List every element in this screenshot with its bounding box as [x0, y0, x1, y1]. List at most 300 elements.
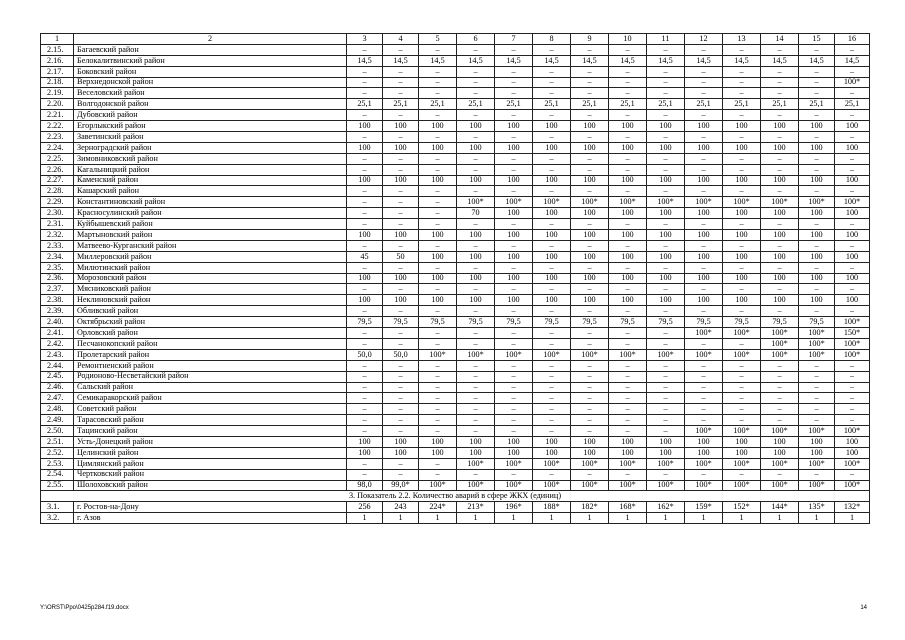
- row-value: –: [419, 153, 457, 164]
- row-code: 2.25.: [41, 153, 74, 164]
- row-name: Куйбышевский район: [74, 219, 347, 230]
- row-value: 100: [685, 295, 723, 306]
- row-value: 100*: [533, 349, 571, 360]
- row-value: –: [457, 371, 495, 382]
- row-name: Мясниковский район: [74, 284, 347, 295]
- row-value: 100: [571, 295, 609, 306]
- column-header: 5: [419, 34, 457, 45]
- row-value: –: [685, 306, 723, 317]
- row-code: 2.50.: [41, 426, 74, 437]
- row-value: –: [761, 88, 799, 99]
- row-value: 100*: [799, 328, 835, 339]
- row-name: Каменский район: [74, 175, 347, 186]
- row-value: 100*: [723, 426, 761, 437]
- row-value: –: [383, 360, 419, 371]
- row-value: 79,5: [533, 317, 571, 328]
- row-value: –: [685, 360, 723, 371]
- row-value: 100: [347, 142, 383, 153]
- table-row: [41, 328, 870, 339]
- table-row: [41, 393, 870, 404]
- row-value: 1: [347, 513, 383, 524]
- row-value: –: [685, 164, 723, 175]
- table-row: [41, 469, 870, 480]
- row-value: 79,5: [761, 317, 799, 328]
- row-value: –: [571, 88, 609, 99]
- row-name: Верхнедонской район: [74, 77, 347, 88]
- row-value: –: [761, 153, 799, 164]
- row-value: 100*: [761, 480, 799, 491]
- row-value: –: [533, 77, 571, 88]
- row-name: Заветинский район: [74, 132, 347, 143]
- row-value: –: [723, 306, 761, 317]
- row-value: 100*: [609, 458, 647, 469]
- row-value: 1: [533, 513, 571, 524]
- row-value: –: [383, 458, 419, 469]
- table-row: [41, 110, 870, 121]
- row-value: 25,1: [383, 99, 419, 110]
- row-value: –: [347, 415, 383, 426]
- row-value: 14,5: [457, 55, 495, 66]
- column-header: 2: [74, 34, 347, 45]
- row-value: 14,5: [723, 55, 761, 66]
- row-value: –: [835, 306, 870, 317]
- row-value: –: [347, 404, 383, 415]
- row-value: 100: [647, 251, 685, 262]
- row-value: –: [609, 360, 647, 371]
- row-value: 100: [799, 251, 835, 262]
- row-value: 100*: [835, 349, 870, 360]
- row-value: 100: [799, 175, 835, 186]
- row-value: 100*: [685, 480, 723, 491]
- row-value: –: [571, 404, 609, 415]
- row-value: –: [383, 469, 419, 480]
- row-value: –: [383, 404, 419, 415]
- row-value: –: [835, 262, 870, 273]
- row-name: Тарасовский район: [74, 415, 347, 426]
- row-value: –: [383, 132, 419, 143]
- row-value: –: [383, 382, 419, 393]
- row-value: –: [383, 262, 419, 273]
- row-code: 2.32.: [41, 230, 74, 241]
- row-value: –: [571, 77, 609, 88]
- row-value: –: [761, 382, 799, 393]
- row-value: –: [647, 328, 685, 339]
- row-value: 132*: [835, 502, 870, 513]
- row-value: –: [571, 306, 609, 317]
- row-value: –: [609, 262, 647, 273]
- row-value: 100: [761, 230, 799, 241]
- row-value: –: [799, 469, 835, 480]
- row-value: –: [761, 66, 799, 77]
- row-value: 100: [533, 121, 571, 132]
- row-value: –: [457, 328, 495, 339]
- row-value: –: [647, 426, 685, 437]
- row-value: –: [383, 164, 419, 175]
- row-value: 100: [571, 121, 609, 132]
- row-value: –: [419, 186, 457, 197]
- row-value: –: [723, 404, 761, 415]
- row-value: –: [609, 338, 647, 349]
- row-value: –: [723, 371, 761, 382]
- row-value: –: [419, 132, 457, 143]
- row-value: 100: [609, 295, 647, 306]
- row-value: –: [723, 382, 761, 393]
- row-value: –: [419, 306, 457, 317]
- row-value: –: [835, 360, 870, 371]
- row-code: 2.28.: [41, 186, 74, 197]
- row-value: 100*: [571, 458, 609, 469]
- row-name: Кашарский район: [74, 186, 347, 197]
- row-value: –: [571, 132, 609, 143]
- row-value: –: [609, 44, 647, 55]
- row-value: 100*: [723, 458, 761, 469]
- row-value: 100: [347, 273, 383, 284]
- row-value: –: [533, 164, 571, 175]
- row-name: Цимлянский район: [74, 458, 347, 469]
- row-name: Ремонтненский район: [74, 360, 347, 371]
- row-name: Веселовский район: [74, 88, 347, 99]
- row-name: Орловский район: [74, 328, 347, 339]
- row-value: 25,1: [419, 99, 457, 110]
- row-value: –: [835, 164, 870, 175]
- row-value: 100: [685, 230, 723, 241]
- row-value: –: [347, 328, 383, 339]
- row-code: 2.39.: [41, 306, 74, 317]
- table-row: [41, 513, 870, 524]
- row-code: 2.47.: [41, 393, 74, 404]
- row-code: 2.34.: [41, 251, 74, 262]
- row-value: –: [457, 360, 495, 371]
- row-value: –: [495, 77, 533, 88]
- row-value: –: [383, 66, 419, 77]
- row-value: –: [723, 88, 761, 99]
- row-value: 1: [723, 513, 761, 524]
- row-value: 100: [723, 436, 761, 447]
- row-value: 100: [609, 208, 647, 219]
- row-value: 100: [571, 273, 609, 284]
- row-value: 100: [609, 175, 647, 186]
- row-value: 100*: [799, 480, 835, 491]
- row-value: 168*: [609, 502, 647, 513]
- row-value: 152*: [723, 502, 761, 513]
- row-value: 100: [383, 295, 419, 306]
- row-value: –: [419, 338, 457, 349]
- row-value: –: [609, 164, 647, 175]
- table-row: [41, 208, 870, 219]
- row-value: 100: [799, 142, 835, 153]
- row-value: –: [723, 66, 761, 77]
- row-value: –: [457, 426, 495, 437]
- row-value: –: [495, 360, 533, 371]
- row-value: 243: [383, 502, 419, 513]
- row-value: 100: [723, 121, 761, 132]
- row-code: 2.36.: [41, 273, 74, 284]
- row-value: 135*: [799, 502, 835, 513]
- row-value: –: [609, 404, 647, 415]
- row-name: Усть-Донецкий район: [74, 436, 347, 447]
- row-value: 100*: [533, 458, 571, 469]
- row-value: 100: [647, 142, 685, 153]
- row-code: 2.51.: [41, 436, 74, 447]
- table-row: [41, 132, 870, 143]
- row-value: 100: [383, 273, 419, 284]
- row-value: –: [533, 404, 571, 415]
- row-value: 14,5: [533, 55, 571, 66]
- row-value: –: [685, 338, 723, 349]
- row-value: 25,1: [835, 99, 870, 110]
- page-number: 14: [860, 605, 867, 611]
- row-value: 100*: [609, 480, 647, 491]
- table-row: [41, 219, 870, 230]
- row-name: Целинский район: [74, 447, 347, 458]
- row-value: 100: [723, 273, 761, 284]
- row-value: –: [347, 66, 383, 77]
- row-value: –: [419, 458, 457, 469]
- row-value: –: [723, 164, 761, 175]
- row-value: –: [347, 197, 383, 208]
- row-value: 45: [347, 251, 383, 262]
- table-row: [41, 436, 870, 447]
- row-value: –: [457, 110, 495, 121]
- row-value: 79,5: [457, 317, 495, 328]
- row-value: –: [835, 371, 870, 382]
- row-value: –: [495, 393, 533, 404]
- row-value: –: [571, 360, 609, 371]
- row-value: –: [835, 382, 870, 393]
- row-value: 213*: [457, 502, 495, 513]
- row-value: –: [723, 360, 761, 371]
- header-row: [41, 34, 870, 45]
- row-code: 2.27.: [41, 175, 74, 186]
- row-value: 100: [495, 142, 533, 153]
- row-value: –: [835, 469, 870, 480]
- row-value: –: [457, 284, 495, 295]
- row-name: Константиновский район: [74, 197, 347, 208]
- table-row: [41, 44, 870, 55]
- row-value: –: [799, 132, 835, 143]
- row-name: Егорлыкский район: [74, 121, 347, 132]
- row-value: –: [609, 415, 647, 426]
- row-value: 100: [723, 295, 761, 306]
- row-value: –: [647, 415, 685, 426]
- row-code: 2.33.: [41, 240, 74, 251]
- row-value: 100*: [457, 349, 495, 360]
- row-value: 25,1: [685, 99, 723, 110]
- row-value: 100: [799, 436, 835, 447]
- row-value: 100: [685, 273, 723, 284]
- row-value: 100*: [685, 328, 723, 339]
- table-row: [41, 415, 870, 426]
- row-value: 79,5: [647, 317, 685, 328]
- row-value: –: [533, 306, 571, 317]
- section-row: [41, 491, 870, 502]
- row-value: –: [799, 88, 835, 99]
- table-row: [41, 371, 870, 382]
- row-value: –: [347, 219, 383, 230]
- row-value: –: [495, 66, 533, 77]
- row-value: 100: [495, 208, 533, 219]
- row-value: –: [383, 153, 419, 164]
- row-value: 100: [723, 447, 761, 458]
- row-value: 100: [835, 208, 870, 219]
- table-row: [41, 502, 870, 513]
- row-value: 100*: [799, 338, 835, 349]
- row-value: 100*: [647, 197, 685, 208]
- row-value: –: [457, 240, 495, 251]
- row-value: 150*: [835, 328, 870, 339]
- row-value: 100: [685, 436, 723, 447]
- row-value: –: [609, 132, 647, 143]
- row-value: 100*: [761, 349, 799, 360]
- row-value: –: [347, 208, 383, 219]
- table-row: [41, 55, 870, 66]
- row-value: 100: [495, 447, 533, 458]
- row-code: 2.22.: [41, 121, 74, 132]
- row-value: 188*: [533, 502, 571, 513]
- row-value: 100: [419, 251, 457, 262]
- row-value: 100: [457, 295, 495, 306]
- row-value: –: [723, 469, 761, 480]
- row-value: –: [383, 328, 419, 339]
- table-row: [41, 317, 870, 328]
- row-value: –: [609, 77, 647, 88]
- row-value: 100: [419, 436, 457, 447]
- row-value: –: [571, 415, 609, 426]
- row-value: 100: [533, 295, 571, 306]
- row-value: –: [609, 284, 647, 295]
- row-value: 100: [647, 208, 685, 219]
- row-value: –: [347, 371, 383, 382]
- row-value: –: [533, 338, 571, 349]
- row-value: 100: [609, 142, 647, 153]
- row-value: –: [761, 132, 799, 143]
- row-value: –: [383, 306, 419, 317]
- row-value: –: [457, 186, 495, 197]
- row-value: 100: [347, 295, 383, 306]
- row-value: 100*: [835, 77, 870, 88]
- row-value: –: [685, 44, 723, 55]
- row-value: 100: [495, 295, 533, 306]
- row-value: 98,0: [347, 480, 383, 491]
- row-value: –: [723, 110, 761, 121]
- table-row: [41, 295, 870, 306]
- row-value: 100*: [835, 338, 870, 349]
- row-value: 100: [761, 273, 799, 284]
- row-value: 100: [533, 447, 571, 458]
- row-value: 100*: [419, 480, 457, 491]
- row-value: –: [495, 328, 533, 339]
- row-value: –: [495, 382, 533, 393]
- row-value: –: [609, 382, 647, 393]
- row-value: 25,1: [347, 99, 383, 110]
- row-value: –: [609, 328, 647, 339]
- row-value: 1: [419, 513, 457, 524]
- row-value: 100: [647, 175, 685, 186]
- document-page: [40, 33, 867, 524]
- row-value: 100: [799, 230, 835, 241]
- row-value: –: [835, 153, 870, 164]
- row-value: –: [495, 426, 533, 437]
- row-value: 79,5: [609, 317, 647, 328]
- row-value: –: [495, 240, 533, 251]
- row-value: –: [457, 262, 495, 273]
- row-value: 100*: [495, 458, 533, 469]
- row-value: –: [571, 186, 609, 197]
- row-value: 100*: [799, 197, 835, 208]
- row-value: –: [647, 338, 685, 349]
- row-value: –: [685, 186, 723, 197]
- row-value: –: [495, 88, 533, 99]
- row-value: –: [685, 371, 723, 382]
- row-value: 100: [609, 251, 647, 262]
- row-value: 100*: [685, 349, 723, 360]
- row-value: 100*: [761, 458, 799, 469]
- row-code: 2.15.: [41, 44, 74, 55]
- row-value: –: [647, 186, 685, 197]
- row-value: –: [533, 219, 571, 230]
- row-code: 2.26.: [41, 164, 74, 175]
- row-value: 1: [571, 513, 609, 524]
- row-value: 100: [571, 251, 609, 262]
- row-name: Матвеево-Курганский район: [74, 240, 347, 251]
- row-name: Советский район: [74, 404, 347, 415]
- row-value: 100: [419, 175, 457, 186]
- column-header: 11: [647, 34, 685, 45]
- row-value: –: [647, 262, 685, 273]
- row-value: 100: [533, 175, 571, 186]
- row-value: 100: [383, 230, 419, 241]
- row-code: 2.24.: [41, 142, 74, 153]
- row-value: –: [457, 219, 495, 230]
- table-row: [41, 338, 870, 349]
- row-value: –: [457, 382, 495, 393]
- row-value: –: [419, 219, 457, 230]
- row-value: 100*: [835, 458, 870, 469]
- row-value: –: [533, 469, 571, 480]
- row-value: 100*: [761, 197, 799, 208]
- row-value: 100*: [835, 197, 870, 208]
- row-code: 2.48.: [41, 404, 74, 415]
- row-value: 100*: [457, 197, 495, 208]
- row-value: –: [761, 262, 799, 273]
- row-value: –: [799, 382, 835, 393]
- row-value: –: [685, 284, 723, 295]
- row-code: 2.17.: [41, 66, 74, 77]
- row-name: Октябрьский район: [74, 317, 347, 328]
- row-value: –: [383, 186, 419, 197]
- row-value: 100: [383, 447, 419, 458]
- row-value: 100: [457, 436, 495, 447]
- row-value: –: [533, 186, 571, 197]
- row-value: –: [419, 164, 457, 175]
- row-value: –: [571, 382, 609, 393]
- row-value: –: [457, 469, 495, 480]
- row-value: 100: [495, 230, 533, 241]
- row-value: –: [495, 338, 533, 349]
- row-value: 70: [457, 208, 495, 219]
- row-value: 100: [761, 447, 799, 458]
- row-value: –: [495, 469, 533, 480]
- row-value: 100: [347, 121, 383, 132]
- row-value: –: [799, 360, 835, 371]
- row-value: –: [799, 415, 835, 426]
- row-value: –: [347, 469, 383, 480]
- row-value: –: [419, 110, 457, 121]
- row-value: 25,1: [647, 99, 685, 110]
- column-header: 8: [533, 34, 571, 45]
- row-value: 79,5: [571, 317, 609, 328]
- table-row: [41, 251, 870, 262]
